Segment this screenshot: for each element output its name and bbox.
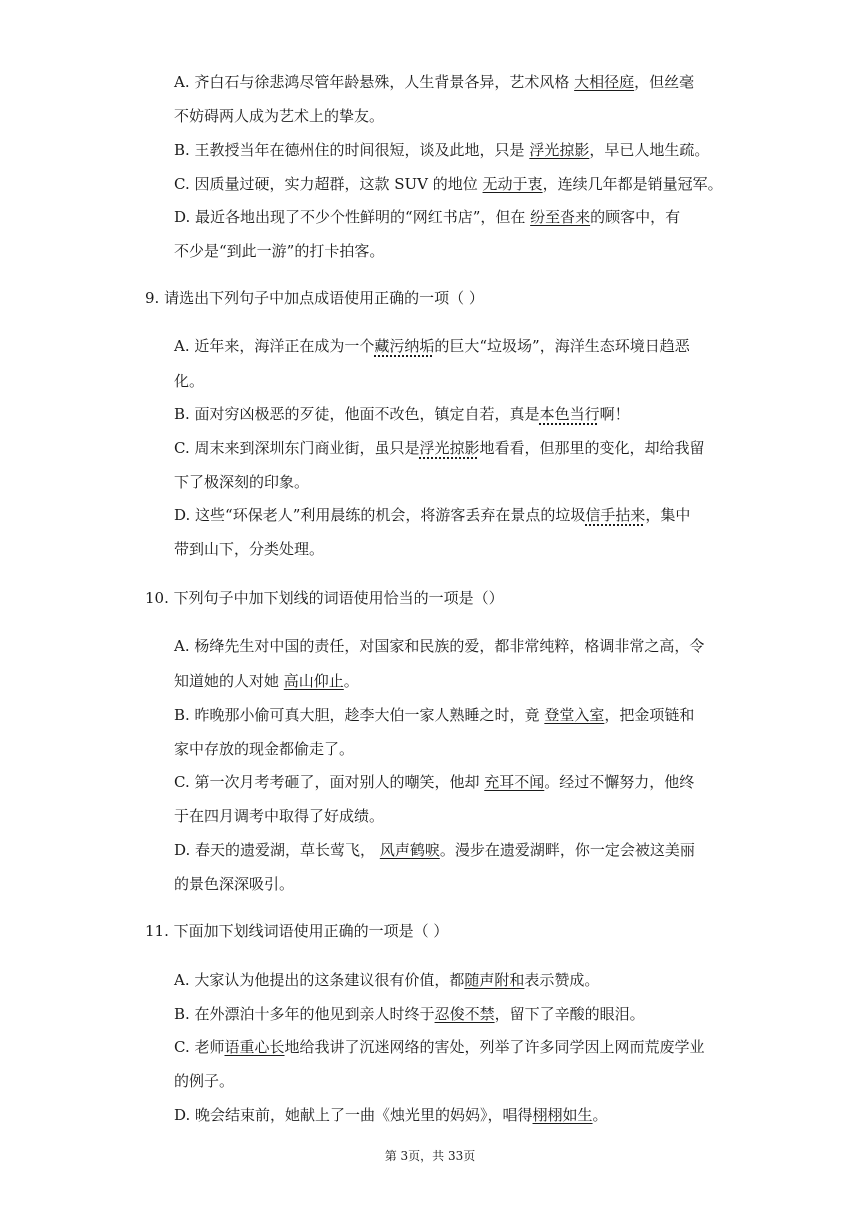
underlined-idiom: 浮光掠影 bbox=[529, 141, 590, 159]
q8-option-b bbox=[174, 140, 709, 160]
underlined-idiom: 忍俊不禁 bbox=[434, 1005, 495, 1023]
text: B. 王教授当年在德州住的时间很短，谈及此地，只是 bbox=[174, 141, 530, 159]
underlined-idiom: 栩栩如生 bbox=[532, 1106, 593, 1124]
q10-option-b-line1 bbox=[174, 705, 694, 725]
q10-option-c-line1 bbox=[174, 772, 694, 792]
text: B. 面对穷凶极恶的歹徒，他面不改色，镇定自若，真是 bbox=[174, 405, 540, 423]
text: ，但丝毫 bbox=[634, 73, 695, 91]
text: 地看看，但那里的变化，却给我留 bbox=[479, 439, 705, 457]
underlined-idiom: 随声附和 bbox=[464, 971, 525, 989]
q9-option-c-line2: 下了极深刻的印象。 bbox=[174, 473, 310, 491]
q9-option-b bbox=[174, 404, 630, 424]
text: ，连续几年都是销量冠军。 bbox=[542, 175, 723, 193]
q10-option-d-line1 bbox=[174, 840, 695, 860]
page-footer: 第 3页，共 33页 bbox=[384, 1149, 476, 1163]
q11-stem: 11. 下面加下划线词语使用正确的一项是（ ） bbox=[145, 922, 449, 940]
q8-option-c bbox=[174, 174, 723, 194]
text: ，留下了辛酸的眼泪。 bbox=[494, 1005, 645, 1023]
underlined-idiom: 纷至沓来 bbox=[530, 208, 591, 226]
text: 的顾客中，有 bbox=[590, 208, 681, 226]
text: 。 bbox=[592, 1106, 608, 1124]
text: C. 因质量过硬，实力超群，这款 SUV 的地位 bbox=[174, 175, 483, 193]
text: 。 bbox=[343, 672, 359, 690]
text: 。经过不懈努力，他终 bbox=[544, 773, 695, 791]
q9-option-d-line1 bbox=[174, 505, 690, 525]
text: 的巨大“垃圾场”，海洋生态环境日趋恶 bbox=[434, 337, 690, 355]
underlined-idiom: 语重心长 bbox=[224, 1038, 285, 1056]
dotted-idiom: 浮光掠影 bbox=[419, 439, 480, 457]
q10-option-b-line2: 家中存放的现金都偷走了。 bbox=[174, 740, 355, 758]
text: D. 春天的遗爱湖，草长莺飞， bbox=[174, 841, 380, 859]
text: C. 周末来到深圳东门商业街，虽只是 bbox=[174, 439, 420, 457]
dotted-idiom: 本色当行 bbox=[539, 405, 600, 423]
text: A. 近年来，海洋正在成为一个 bbox=[174, 337, 375, 355]
q11-option-a bbox=[174, 970, 599, 990]
text: D. 这些“环保老人”利用晨练的机会，将游客丢弃在景点的垃圾 bbox=[174, 506, 586, 524]
text: 啊！ bbox=[599, 405, 630, 423]
text: 地给我讲了沉迷网络的害处，列举了许多同学因上网而荒废学业 bbox=[284, 1038, 705, 1056]
text: 知道她的人对她 bbox=[174, 672, 284, 690]
underlined-idiom: 无动于衷 bbox=[482, 175, 543, 193]
underlined-idiom: 风声鹤唳 bbox=[379, 841, 440, 859]
text: 。漫步在遗爱湖畔，你一定会被这美丽 bbox=[439, 841, 695, 859]
underlined-idiom: 大相径庭 bbox=[574, 73, 635, 91]
text: B. 昨晚那小偷可真大胆，趁李大伯一家人熟睡之时，竟 bbox=[174, 706, 545, 724]
q10-option-a-line2 bbox=[174, 671, 359, 691]
text: 表示赞成。 bbox=[524, 971, 600, 989]
q8-option-a-line1 bbox=[174, 72, 694, 92]
text: ，早已人地生疏。 bbox=[589, 141, 710, 159]
q9-option-a-line1 bbox=[174, 336, 690, 356]
q10-option-c-line2: 于在四月调考中取得了好成绩。 bbox=[174, 807, 385, 825]
text: A. 大家认为他提出的这条建议很有价值，都 bbox=[174, 971, 465, 989]
text: A. 齐白石与徐悲鸿尽管年龄悬殊，人生背景各异，艺术风格 bbox=[174, 73, 575, 91]
q10-stem: 10. 下列句子中加下划线的词语使用恰当的一项是（） bbox=[145, 589, 504, 607]
text: D. 最近各地出现了不少个性鲜明的“网红书店”，但在 bbox=[174, 208, 531, 226]
underlined-idiom: 登堂入室 bbox=[544, 706, 605, 724]
q11-option-c-line1 bbox=[174, 1037, 705, 1057]
q10-option-a-line1: A. 杨绛先生对中国的责任，对国家和民族的爱，都非常纯粹，格调非常之高，令 bbox=[174, 637, 705, 655]
q8-option-a-line2: 不妨碍两人成为艺术上的挚友。 bbox=[174, 107, 385, 125]
q8-option-d-line2: 不少是“到此一游”的打卡拍客。 bbox=[174, 242, 385, 260]
text: ，集中 bbox=[645, 506, 691, 524]
q11-option-b bbox=[174, 1004, 645, 1024]
text: C. 第一次月考考砸了，面对别人的嘲笑，他却 bbox=[174, 773, 485, 791]
q9-option-d-line2: 带到山下，分类处理。 bbox=[174, 540, 325, 558]
q9-option-c-line1 bbox=[174, 438, 705, 458]
text: B. 在外漂泊十多年的他见到亲人时终于 bbox=[174, 1005, 435, 1023]
q10-option-d-line2: 的景色深深吸引。 bbox=[174, 875, 295, 893]
q9-stem: 9. 请选出下列句子中加点成语使用正确的一项（ ） bbox=[145, 289, 484, 307]
underlined-idiom: 高山仰止 bbox=[283, 672, 344, 690]
q9-option-a-line2: 化。 bbox=[174, 372, 205, 390]
q8-option-d-line1 bbox=[174, 207, 680, 227]
underlined-idiom: 充耳不闻 bbox=[484, 773, 545, 791]
text: ，把金项链和 bbox=[604, 706, 695, 724]
q11-option-d bbox=[174, 1105, 608, 1125]
text: D. 晚会结束前，她献上了一曲《烛光里的妈妈》，唱得 bbox=[174, 1106, 533, 1124]
q11-option-c-line2: 的例子。 bbox=[174, 1072, 235, 1090]
dotted-idiom: 信手拈来 bbox=[585, 506, 646, 524]
dotted-idiom: 藏污纳垢 bbox=[374, 337, 435, 355]
text: C. 老师 bbox=[174, 1038, 225, 1056]
